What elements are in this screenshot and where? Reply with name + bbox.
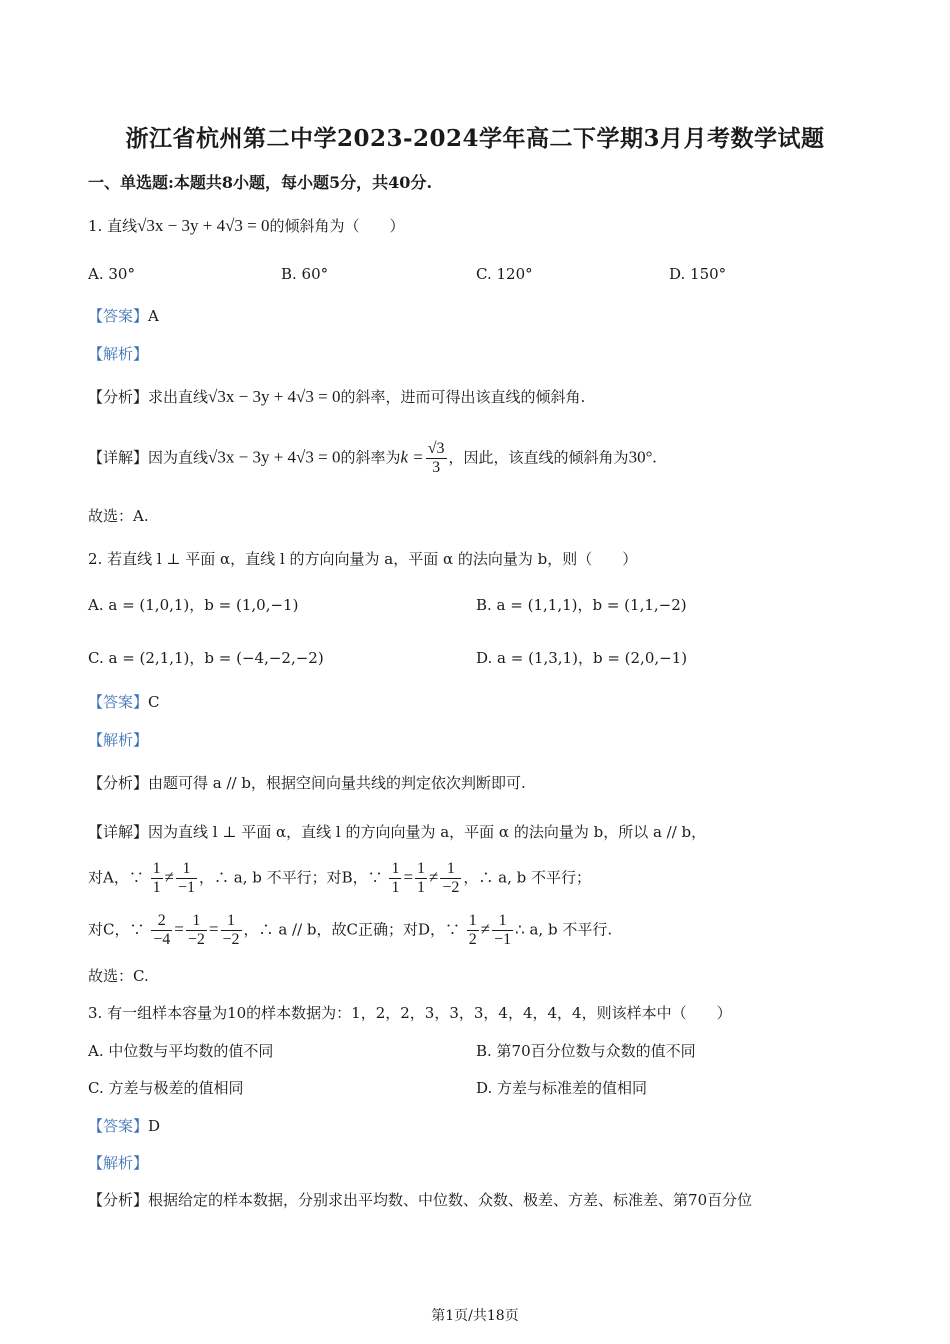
q1-prefix: 1. 直线 <box>88 217 138 235</box>
answer-tag: 【答案】 <box>88 1117 149 1135</box>
detail-tag: 【详解】 <box>88 448 149 467</box>
q2-line-cd: 对C，∵ $\frac{2}{-4}$ = $\frac{1}{-2}$ = $\frac{1}{-2}$ ，∴ a // b，故C正确；对D，∵ $\frac{1}{2}$ ≠ $\frac{1}{-1}$ ∴ a, b 不平行. <box>88 912 613 948</box>
q3-option-d: D. 方差与标准差的值相同 <box>476 1079 648 1097</box>
q2-detail <box>88 822 706 842</box>
detail-k: k = <box>400 447 424 467</box>
q1-option-d: D. 150° <box>669 265 727 283</box>
frac-1-neg2b: $\frac{1}{-2}$ <box>187 912 205 948</box>
frac-1-1c: $\frac{1}{1}$ <box>417 860 426 896</box>
q2-fenxi <box>88 773 526 793</box>
detail-text-a: 因为直线 <box>148 448 209 467</box>
q2-option-a: A. a = (1,0,1)，b = (1,0,−1) <box>88 596 299 614</box>
detail-text-b: 的斜率为 <box>340 448 401 467</box>
frac-2-neg4: $\frac{2}{-4}$ <box>153 912 171 948</box>
detail-angle: 30°. <box>628 447 657 467</box>
q1-suffix: 的倾斜角为（ ） <box>269 217 405 235</box>
q2-option-c: C. a = (2,1,1)，b = (−4,−2,−2) <box>88 649 324 667</box>
line-a-end: ，∴ a, b 不平行； <box>463 868 592 887</box>
line-a-pre: 对A，∵ <box>88 868 144 887</box>
frac-1-1: $\frac{1}{1}$ <box>152 860 161 896</box>
question-1-stem <box>88 216 405 236</box>
q1-equation: √3x − 3y + 4√3 = 0 <box>137 216 270 235</box>
question-2-stem: 2. 若直线 l ⊥ 平面 α，直线 l 的方向向量为 a，平面 α 的法向量为 b，则（ ） <box>88 550 638 568</box>
answer-tag: 【答案】 <box>88 693 149 711</box>
frac-num: √3 <box>427 440 445 457</box>
fenxi-text: 根据给定的样本数据，分别求出平均数、中位数、众数、极差、方差、标准差、第70百分位 <box>148 1191 753 1209</box>
q2-option-d: D. a = (1,3,1)，b = (2,0,−1) <box>476 649 688 667</box>
q3-answer <box>88 1116 160 1136</box>
answer-tag: 【答案】 <box>88 307 149 325</box>
q2-answer <box>88 692 160 712</box>
q1-analysis-tag: 【解析】 <box>88 345 149 363</box>
fenxi-text-a: 求出直线 <box>148 388 209 406</box>
answer-value: A <box>148 307 159 325</box>
line-c-pre: 对C，∵ <box>88 920 145 939</box>
fenxi-tag: 【分析】 <box>88 1191 149 1209</box>
frac-1-neg2: $\frac{1}{-2}$ <box>442 860 460 896</box>
line-a-mid: ，∴ a, b 不平行；对B，∵ <box>199 868 383 887</box>
answer-value: D <box>148 1117 161 1135</box>
detail-equation: √3x − 3y + 4√3 = 0 <box>208 447 341 467</box>
q1-option-a: A. 30° <box>88 265 135 283</box>
page-footer: 第1页/共18页 <box>431 1308 519 1324</box>
fenxi-text-b: 的斜率，进而可得出该直线的倾斜角. <box>340 388 586 406</box>
q1-option-b: B. 60° <box>281 265 329 283</box>
frac-1-neg1: $\frac{1}{-1}$ <box>177 860 195 896</box>
fenxi-text: 由题可得 a // b，根据空间向量共线的判定依次判断即可. <box>148 774 526 792</box>
answer-value: C <box>148 693 160 711</box>
detail-tag: 【详解】 <box>88 823 149 841</box>
frac-1-1b: $\frac{1}{1}$ <box>391 860 400 896</box>
fenxi-tag: 【分析】 <box>88 774 149 792</box>
fenxi-equation: √3x − 3y + 4√3 = 0 <box>208 387 341 406</box>
frac-1-neg2c: $\frac{1}{-2}$ <box>222 912 240 948</box>
detail-text: 因为直线 l ⊥ 平面 α，直线 l 的方向向量为 a，平面 α 的法向量为 b，所以 a // b， <box>148 823 707 841</box>
q1-fenxi <box>88 387 585 407</box>
q2-analysis-tag: 【解析】 <box>88 731 149 749</box>
question-3-stem: 3. 有一组样本容量为10的样本数据为：1，2，2，3，3，3，4，4，4，4，则该样本中（ ） <box>88 1004 732 1022</box>
q3-option-a: A. 中位数与平均数的值不同 <box>88 1042 274 1060</box>
q2-choose: 故选：C. <box>88 967 149 985</box>
line-c-mid: ，∴ a // b，故C正确；对D，∵ <box>243 920 461 939</box>
q2-option-b: B. a = (1,1,1)，b = (1,1,−2) <box>476 596 687 614</box>
q3-fenxi <box>88 1190 752 1210</box>
q1-option-c: C. 120° <box>476 265 533 283</box>
line-c-end: ∴ a, b 不平行. <box>515 920 613 939</box>
q3-option-b: B. 第70百分位数与众数的值不同 <box>476 1042 696 1060</box>
detail-text-c: ，因此，该直线的倾斜角为 <box>448 448 629 467</box>
page-title: 浙江省杭州第二中学2023-2024学年高二下学期3月月考数学试题 <box>125 125 825 152</box>
slope-fraction <box>426 440 447 477</box>
q1-choose: 故选：A. <box>88 507 149 525</box>
q1-detail <box>88 440 657 477</box>
section-heading: 一、单选题:本题共8小题，每小题5分，共40分. <box>88 173 433 192</box>
q1-answer <box>88 306 159 326</box>
q3-option-c: C. 方差与极差的值相同 <box>88 1079 244 1097</box>
q3-analysis-tag: 【解析】 <box>88 1154 149 1172</box>
frac-1-2: $\frac{1}{2}$ <box>468 912 477 948</box>
frac-den: 3 <box>432 459 441 476</box>
frac-1-neg1b: $\frac{1}{-1}$ <box>494 912 512 948</box>
fenxi-tag: 【分析】 <box>88 388 149 406</box>
q2-line-ab: 对A，∵ $\frac{1}{1}$ ≠ $\frac{1}{-1}$ ，∴ a, b 不平行；对B，∵ $\frac{1}{1}$ = $\frac{1}{1}$ ≠ $\frac{1}{-2}$ ，∴ a, b 不平行； <box>88 860 592 896</box>
